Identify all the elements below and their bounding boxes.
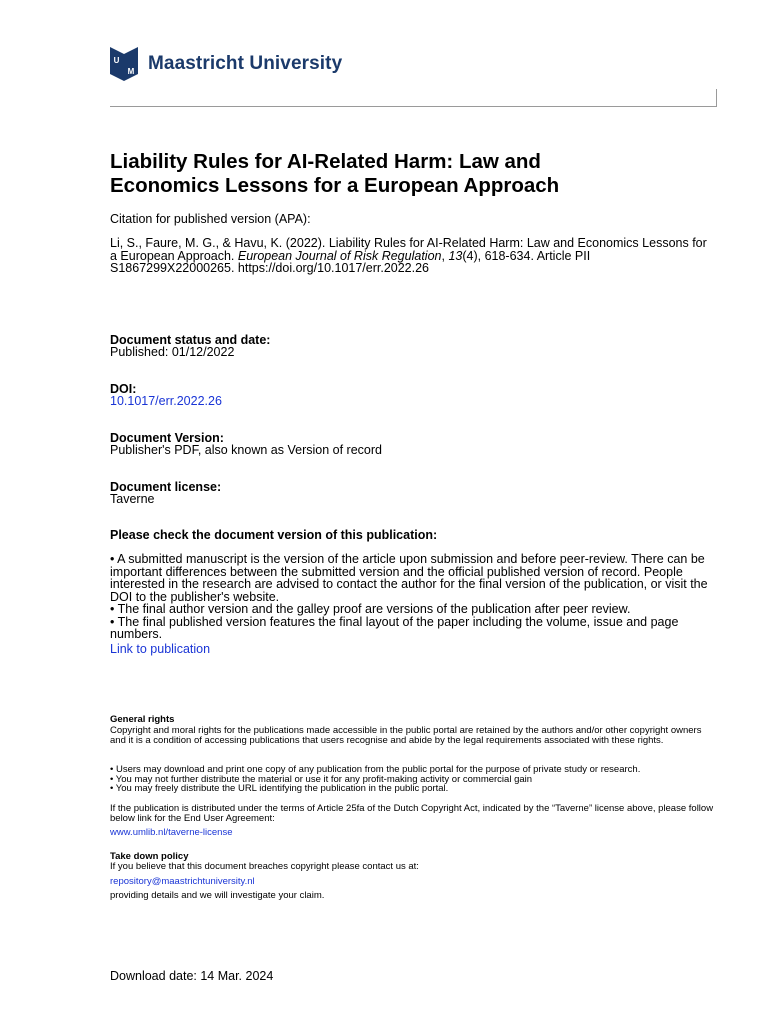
license-label: Document license: [110, 480, 222, 494]
taverne-license-link[interactable]: www.umlib.nl/taverne-license [110, 827, 233, 838]
rights-bullet-download: • Users may download and print one copy of any publication from the public portal for the purpose of private study or research. [110, 764, 641, 775]
version-value: Publisher's PDF, also known as Version of record [110, 443, 382, 457]
logo-letter-m: M [127, 67, 135, 76]
takedown-title: Take down policy [110, 851, 189, 862]
header-divider-tick [716, 89, 717, 107]
status-label: Document status and date: [110, 333, 271, 347]
general-rights-list [110, 765, 718, 794]
check-bullet-submitted: • A submitted manuscript is the version of the article upon submission and before peer-review. There can be important differences between the submitted version and the official published version of record. People interested in the research are advised to contact the author for the final version of the publication, or visit the DOI to the publisher's website. [110, 552, 708, 604]
citation-part1: Li, S., Faure, M. G., & Havu, K. (2022). Liability Rules for AI-Related Harm: Law and Economics Lessons for a European Approach. [110, 236, 707, 263]
citation-label: Citation for published version (APA): [110, 212, 311, 226]
university-logo [110, 46, 342, 82]
version-label: Document Version: [110, 431, 224, 445]
license-value: Taverne [110, 492, 155, 506]
general-rights-body: Copyright and moral rights for the publications made accessible in the public portal are retained by the authors and/or other copyright owners and it is a condition of accessing publications that users recognise and abide by the legal requirements associated with these rights. [110, 725, 702, 746]
takedown-email-link[interactable]: repository@maastrichtuniversity.nl [110, 876, 255, 887]
title-line-1: Liability Rules for AI-Related Harm: Law and [110, 150, 541, 173]
header-divider [110, 106, 717, 107]
status-value: Published: 01/12/2022 [110, 345, 235, 359]
citation-text [110, 237, 710, 275]
check-bullet-published-version: • The final published version features the final layout of the paper including the volume, issue and page numbers. [110, 614, 679, 641]
general-rights-title: General rights [110, 714, 175, 725]
download-date: Download date: 14 Mar. 2024 [110, 969, 274, 983]
rights-bullet-url: • You may freely distribute the URL identifying the publication in the public portal. [110, 783, 449, 795]
check-bullet-author-version: • The final author version and the galley proof are versions of the publication after peer review. [110, 602, 631, 616]
citation-journal: European Journal of Risk Regulation [237, 248, 442, 263]
link-to-publication[interactable]: Link to publication [110, 642, 211, 656]
um-logo-icon [110, 47, 138, 81]
citation-volume: 13 [448, 248, 463, 263]
logo-letter-u: U [113, 56, 120, 65]
takedown-after: providing details and we will investigate your claim. [110, 890, 325, 901]
check-version-list [110, 553, 715, 641]
document-title [110, 150, 670, 198]
takedown-body: If you believe that this document breaches copyright please contact us at: [110, 861, 419, 872]
university-name: Maastricht University [148, 53, 343, 74]
check-version-title: Please check the document version of this publication: [110, 528, 438, 542]
citation-part2: (4), 618-634. Article PII S1867299X22000265. https://doi.org/10.1017/err.2022.26 [110, 248, 591, 275]
citation-comma: , [441, 248, 449, 263]
doi-label: DOI: [110, 382, 137, 396]
doi-link[interactable]: 10.1017/err.2022.26 [110, 394, 222, 408]
rights-bullet-distribute: • You may not further distribute the material or use it for any profit-making activity or commercial gain [110, 773, 533, 785]
title-line-2: Economics Lessons for a European Approach [110, 174, 560, 197]
taverne-notice: If the publication is distributed under the terms of Article 25fa of the Dutch Copyright Act, indicated by the “Taverne” license above, please follow below link for the End User Agreement: [110, 803, 714, 824]
